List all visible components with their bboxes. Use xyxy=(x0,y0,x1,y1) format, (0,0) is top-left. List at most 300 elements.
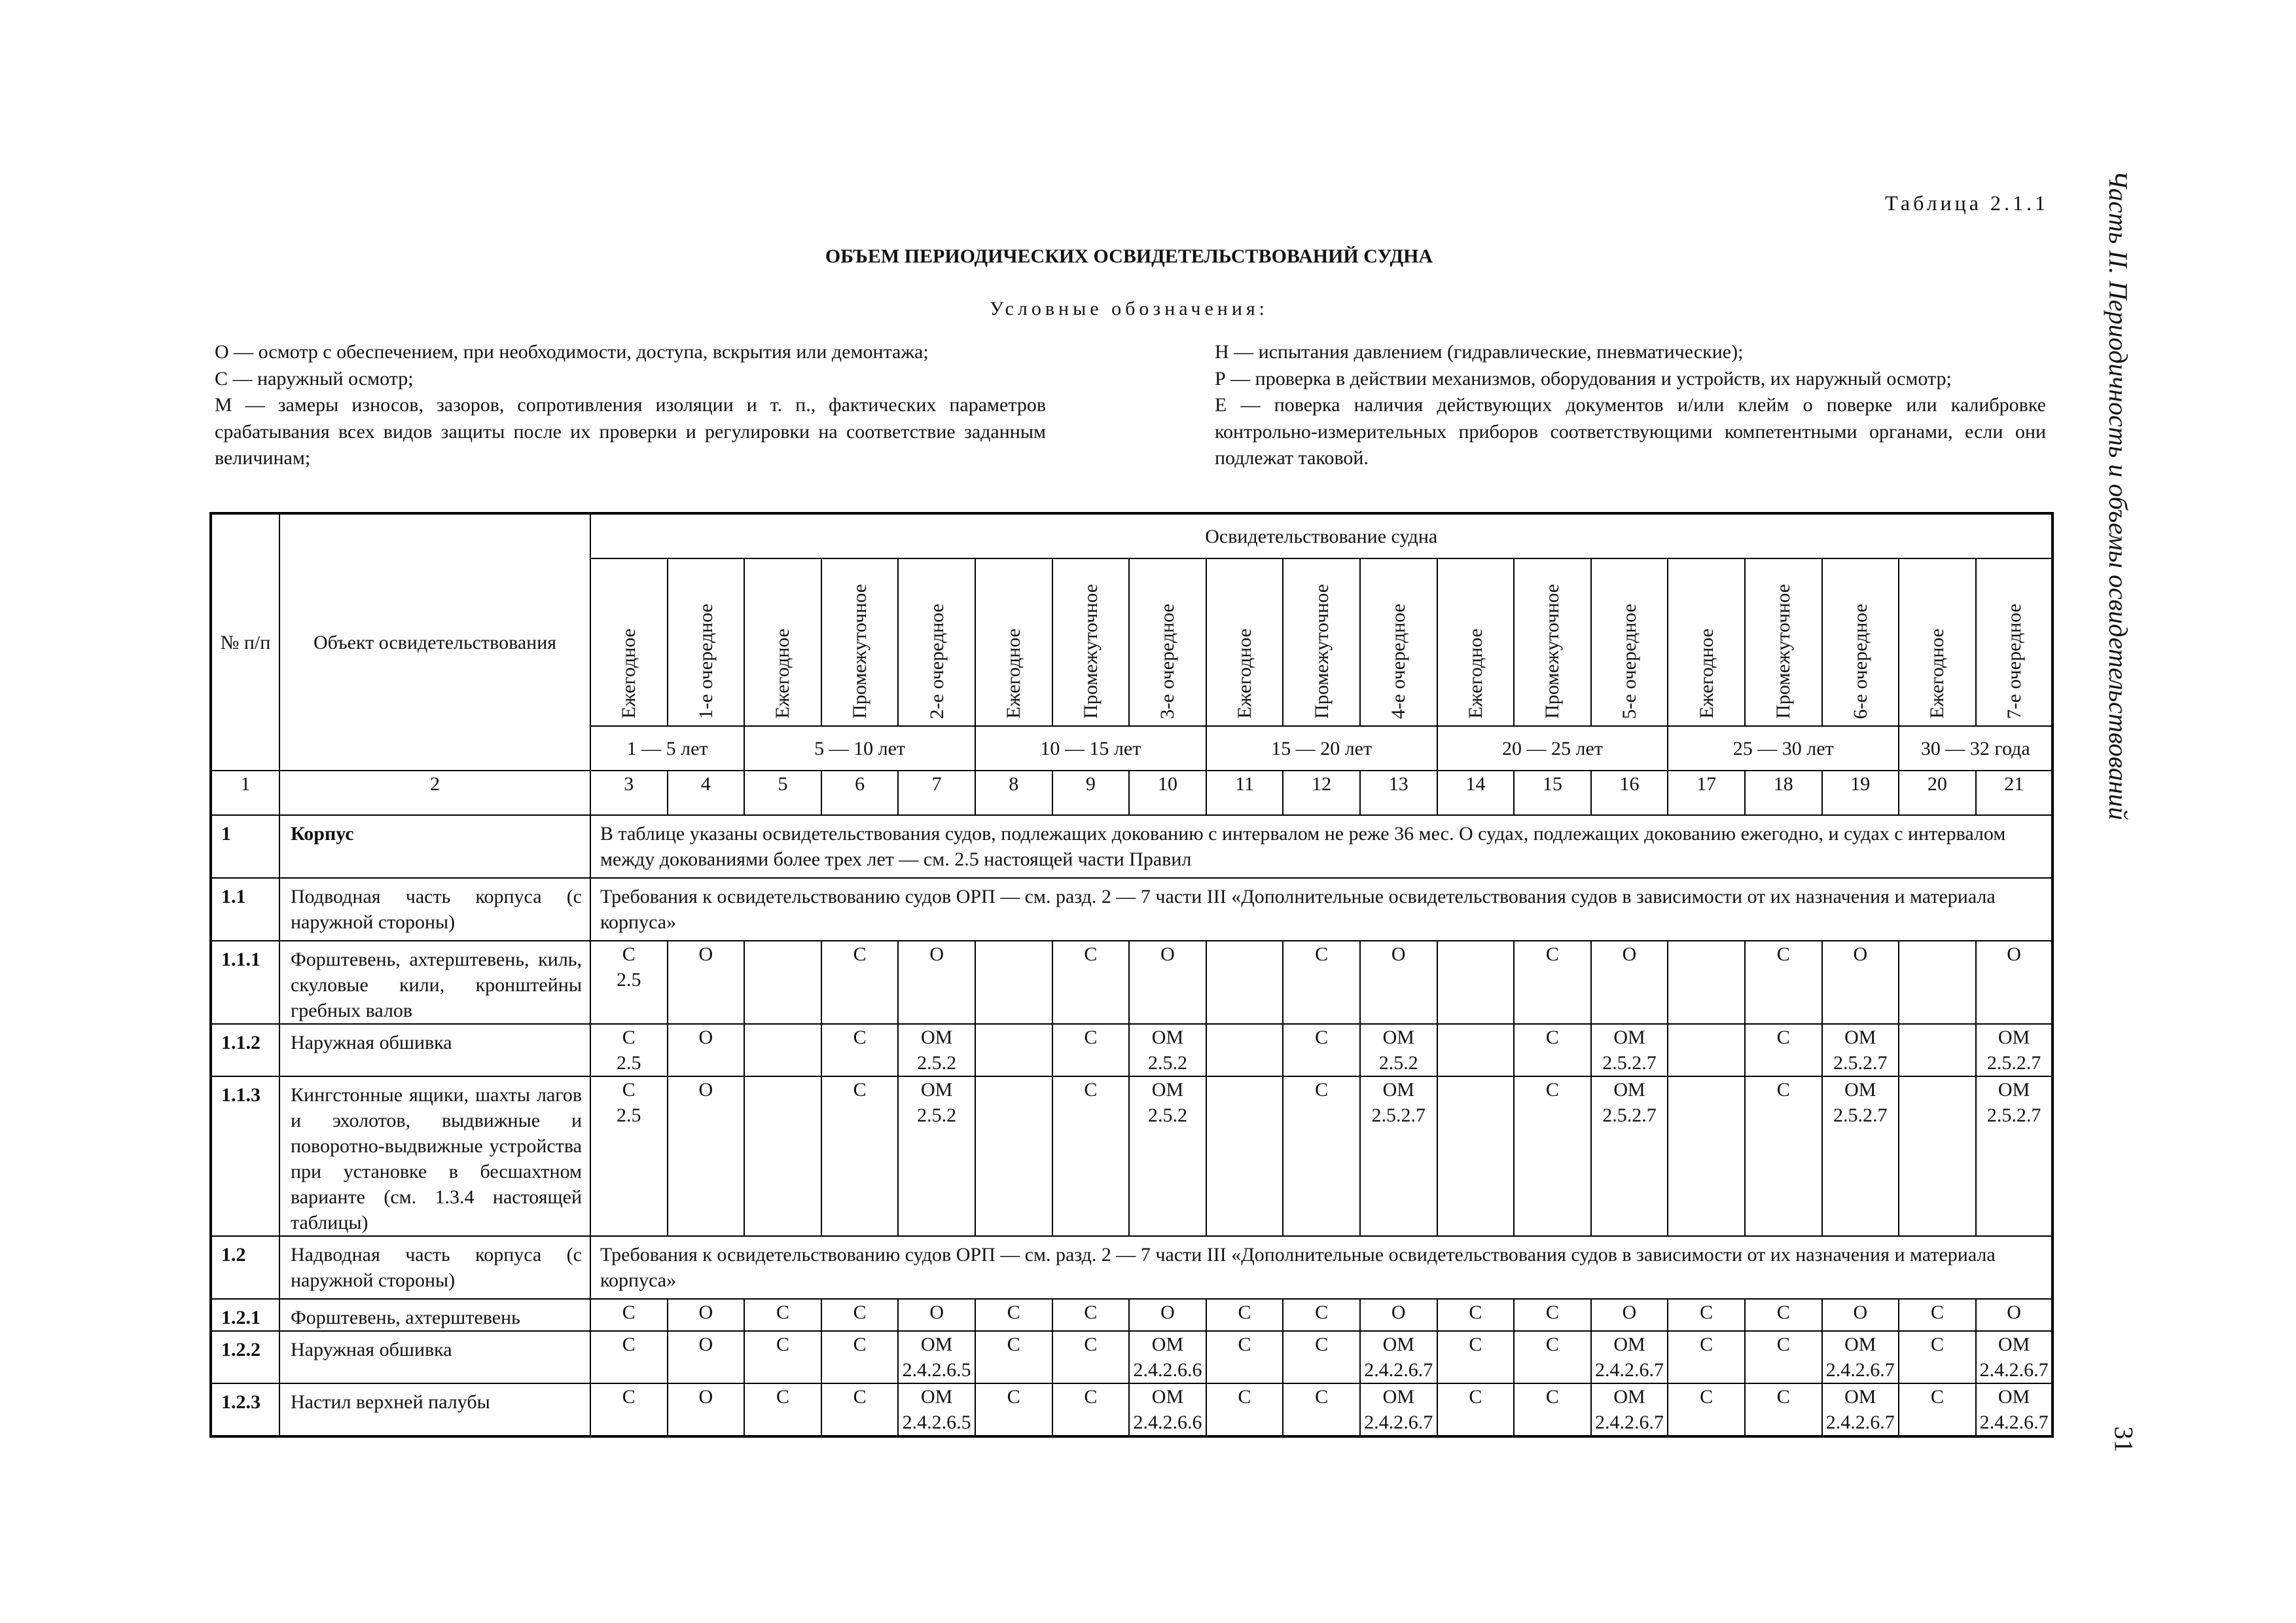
col-header-object: Объект освидетельствования xyxy=(279,513,590,771)
survey-cell xyxy=(1899,1331,1976,1383)
column-number: 18 xyxy=(1745,771,1822,815)
survey-cell xyxy=(668,1383,745,1436)
cell-line: С xyxy=(1545,1027,1559,1048)
survey-cell xyxy=(975,1024,1052,1076)
cell-line: ОМ xyxy=(1613,1386,1645,1408)
cell-line: С xyxy=(1776,1386,1790,1408)
survey-cell xyxy=(590,1383,668,1436)
cell-line: С xyxy=(1007,1302,1020,1323)
survey-cell xyxy=(821,1024,899,1076)
row-object: Форштевень, ахтерштевень xyxy=(279,1299,590,1331)
cell-line: С xyxy=(776,1302,789,1323)
survey-cell xyxy=(1360,941,1437,1024)
cell-line: С xyxy=(622,1027,636,1048)
survey-type-header xyxy=(1745,558,1822,726)
cell-line: С xyxy=(1700,1334,1713,1355)
survey-cell xyxy=(1206,1299,1283,1331)
survey-type-label: 3-е очередное xyxy=(1157,603,1179,719)
cell-line: С xyxy=(853,1027,867,1048)
survey-cell xyxy=(1129,1024,1206,1076)
survey-cell xyxy=(1822,1024,1899,1076)
cell-line: С xyxy=(1776,1334,1790,1355)
survey-cell xyxy=(668,941,745,1024)
legend-item: О — осмотр с обеспечением, при необходимости, доступа, вскрытия или демонтажа; xyxy=(215,341,929,363)
survey-cell xyxy=(1899,1024,1976,1076)
survey-cell xyxy=(1514,1383,1591,1436)
cell-line: С xyxy=(1238,1386,1251,1408)
cell-line: 2.5.2 xyxy=(1147,1052,1187,1074)
cell-line: С xyxy=(1238,1302,1251,1323)
running-header xyxy=(2101,170,2134,858)
row-number: 1.2.2 xyxy=(211,1331,279,1383)
cell-line: ОМ xyxy=(1382,1079,1414,1101)
cell-line: 2.4.2.6.6 xyxy=(1133,1412,1202,1433)
row-number: 1.1 xyxy=(211,878,279,941)
cell-line: О xyxy=(698,1302,713,1323)
survey-cell xyxy=(1668,1383,1745,1436)
cell-line: 2.5.2 xyxy=(917,1104,957,1126)
survey-cell xyxy=(590,1076,668,1236)
cell-line: 2.5 xyxy=(617,969,641,991)
cell-line: С xyxy=(1315,1027,1329,1048)
column-number: 11 xyxy=(1206,771,1283,815)
column-number: 15 xyxy=(1514,771,1591,815)
survey-cell xyxy=(668,1331,745,1383)
survey-cell xyxy=(1976,1299,2053,1331)
cell-line: О xyxy=(1391,1302,1406,1323)
table-row xyxy=(211,941,2053,1024)
cell-line: 2.5.2.7 xyxy=(1371,1104,1426,1126)
survey-type-label: 5-е очередное xyxy=(1619,603,1641,719)
survey-type-header xyxy=(1668,558,1745,726)
survey-cell xyxy=(1822,1076,1899,1236)
cell-line: С xyxy=(1545,1334,1559,1355)
cell-line: С xyxy=(622,1386,636,1408)
survey-cell xyxy=(744,1383,821,1436)
cell-line: 2.4.2.6.7 xyxy=(1364,1412,1433,1433)
cell-line: ОМ xyxy=(1844,1027,1876,1048)
survey-type-label: 6-е очередное xyxy=(1849,603,1871,719)
column-number: 8 xyxy=(975,771,1052,815)
survey-cell xyxy=(1052,941,1130,1024)
survey-type-header xyxy=(1591,558,1668,726)
cell-line: ОМ xyxy=(1151,1386,1184,1408)
survey-type-header xyxy=(1976,558,2053,726)
survey-table xyxy=(209,512,2054,1438)
cell-line: С xyxy=(776,1334,789,1355)
survey-cell xyxy=(590,1299,668,1331)
survey-cell xyxy=(1745,941,1822,1024)
survey-cell xyxy=(821,1383,899,1436)
survey-cell xyxy=(1052,1024,1130,1076)
survey-type-header xyxy=(1206,558,1283,726)
row-note: Требования к освидетельствованию судов ОРП — см. разд. 2 — 7 части III «Дополнительные освидетельствования судов в зависимости от их назначения и материала корпуса» xyxy=(590,1236,2053,1299)
survey-cell xyxy=(1899,1299,1976,1331)
survey-cell xyxy=(1668,1299,1745,1331)
cell-line: С xyxy=(1007,1334,1020,1355)
cell-line: С xyxy=(1315,1386,1329,1408)
survey-cell xyxy=(1514,1299,1591,1331)
survey-cell xyxy=(668,1076,745,1236)
cell-line: С xyxy=(1084,1079,1098,1101)
survey-cell xyxy=(1976,1024,2053,1076)
survey-type-header xyxy=(975,558,1052,726)
period-header: 5 — 10 лет xyxy=(744,726,975,771)
survey-type-header xyxy=(1437,558,1515,726)
survey-cell xyxy=(1283,1383,1360,1436)
cell-line: С xyxy=(1700,1302,1713,1323)
cell-line: 2.4.2.6.7 xyxy=(1595,1412,1664,1433)
cell-line: 2.4.2.6.7 xyxy=(1825,1412,1895,1433)
survey-cell xyxy=(1822,941,1899,1024)
column-number: 4 xyxy=(668,771,745,815)
survey-type-label: Ежегодное xyxy=(1695,629,1717,719)
survey-cell xyxy=(1591,1299,1668,1331)
row-number: 1.1.2 xyxy=(211,1024,279,1076)
survey-type-label: Ежегодное xyxy=(1464,629,1486,719)
survey-type-label: Промежуточное xyxy=(1772,584,1795,719)
survey-type-label: Ежегодное xyxy=(1926,629,1948,719)
period-header: 10 — 15 лет xyxy=(975,726,1206,771)
survey-cell xyxy=(1206,1383,1283,1436)
column-number: 21 xyxy=(1976,771,2053,815)
column-number: 1 xyxy=(211,771,279,815)
row-note: Требования к освидетельствованию судов ОРП — см. разд. 2 — 7 части III «Дополнительные освидетельствования судов в зависимости от их назначения и материала корпуса» xyxy=(590,878,2053,941)
column-number: 5 xyxy=(744,771,821,815)
row-number: 1.1.3 xyxy=(211,1076,279,1236)
cell-line: 2.5.2.7 xyxy=(1602,1052,1657,1074)
period-header: 1 — 5 лет xyxy=(590,726,744,771)
survey-cell xyxy=(1206,1024,1283,1076)
survey-cell xyxy=(1129,1076,1206,1236)
cell-line: С xyxy=(1545,1386,1559,1408)
column-number: 16 xyxy=(1591,771,1668,815)
cell-line: С xyxy=(1930,1302,1944,1323)
survey-cell xyxy=(1899,1383,1976,1436)
cell-line: О xyxy=(698,943,713,965)
survey-cell xyxy=(821,941,899,1024)
cell-line: С xyxy=(853,1334,867,1355)
survey-cell xyxy=(1591,1331,1668,1383)
cell-line: С xyxy=(1007,1386,1020,1408)
cell-line: С xyxy=(853,1302,867,1323)
survey-cell xyxy=(1437,1076,1515,1236)
survey-cell xyxy=(898,941,975,1024)
survey-type-label: Промежуточное xyxy=(1310,584,1333,719)
cell-line: С xyxy=(853,1386,867,1408)
cell-line: О xyxy=(929,1302,944,1323)
cell-line: С xyxy=(1930,1334,1944,1355)
survey-type-header xyxy=(821,558,899,726)
group-header: Освидетельствование судна xyxy=(590,513,2053,558)
cell-line: 2.5.2 xyxy=(1147,1104,1187,1126)
survey-cell xyxy=(744,1299,821,1331)
cell-line: 2.4.2.6.5 xyxy=(902,1412,971,1433)
survey-cell xyxy=(1745,1076,1822,1236)
cell-line: С xyxy=(622,1302,636,1323)
survey-cell xyxy=(821,1299,899,1331)
survey-cell xyxy=(1745,1383,1822,1436)
cell-line: О xyxy=(1391,943,1406,965)
cell-line: ОМ xyxy=(1844,1334,1876,1355)
survey-cell xyxy=(1283,1299,1360,1331)
survey-type-header xyxy=(1822,558,1899,726)
cell-line: ОМ xyxy=(1151,1027,1184,1048)
cell-line: ОМ xyxy=(921,1386,953,1408)
survey-type-header xyxy=(1129,558,1206,726)
survey-cell xyxy=(1745,1299,1822,1331)
survey-cell xyxy=(1052,1383,1130,1436)
period-header: 25 — 30 лет xyxy=(1668,726,1899,771)
survey-cell xyxy=(744,1076,821,1236)
survey-cell xyxy=(1360,1331,1437,1383)
cell-line: 2.5.2.7 xyxy=(1986,1052,2041,1074)
legend-right xyxy=(1215,339,2046,472)
cell-line: С xyxy=(1469,1302,1482,1323)
cell-line: С xyxy=(1545,1302,1559,1323)
cell-line: 2.4.2.6.7 xyxy=(1825,1359,1895,1381)
survey-type-header xyxy=(1360,558,1437,726)
running-header-text: Часть II. Периодичность и объемы освидетельствований xyxy=(2104,170,2133,820)
cell-line: С xyxy=(1469,1334,1482,1355)
cell-line: 2.4.2.6.7 xyxy=(1979,1412,2049,1433)
row-object: Настил верхней палубы xyxy=(279,1383,590,1436)
survey-type-label: Ежегодное xyxy=(618,629,640,719)
survey-type-header xyxy=(898,558,975,726)
page-title: ОБЪЕМ ПЕРИОДИЧЕСКИХ ОСВИДЕТЕЛЬСТВОВАНИЙ СУДНА xyxy=(825,246,1433,267)
survey-cell xyxy=(590,941,668,1024)
survey-cell xyxy=(1283,1331,1360,1383)
cell-line: ОМ xyxy=(1613,1079,1645,1101)
cell-line: 2.5.2.7 xyxy=(1602,1104,1657,1126)
table-row xyxy=(211,815,2053,878)
cell-line: С xyxy=(1084,1027,1098,1048)
cell-line: С xyxy=(1084,1334,1098,1355)
cell-line: С xyxy=(853,1079,867,1101)
survey-cell xyxy=(898,1299,975,1331)
cell-line: 2.5.2 xyxy=(1378,1052,1418,1074)
survey-cell xyxy=(1899,941,1976,1024)
cell-line: ОМ xyxy=(921,1079,953,1101)
cell-line: 2.4.2.6.6 xyxy=(1133,1359,1202,1381)
legend-item: Р — проверка в действии механизмов, оборудования и устройств, их наружный осмотр; xyxy=(1215,367,1952,390)
survey-cell xyxy=(744,941,821,1024)
survey-cell xyxy=(1591,1383,1668,1436)
cell-line: О xyxy=(698,1386,713,1408)
cell-line: С xyxy=(1238,1334,1251,1355)
cell-line: С xyxy=(1545,943,1559,965)
table-row xyxy=(211,1076,2053,1236)
table-row xyxy=(211,878,2053,941)
cell-line: О xyxy=(698,1334,713,1355)
period-header: 30 — 32 года xyxy=(1899,726,2053,771)
survey-cell xyxy=(1822,1383,1899,1436)
survey-cell xyxy=(1668,941,1745,1024)
column-number: 7 xyxy=(898,771,975,815)
cell-line: ОМ xyxy=(921,1334,953,1355)
cell-line: О xyxy=(1160,943,1175,965)
cell-line: С xyxy=(1315,1079,1329,1101)
survey-cell xyxy=(1822,1331,1899,1383)
cell-line: 2.5 xyxy=(617,1104,641,1126)
cell-line: ОМ xyxy=(1151,1334,1184,1355)
cell-line: 2.4.2.6.7 xyxy=(1979,1359,2049,1381)
survey-cell xyxy=(975,1383,1052,1436)
cell-line: О xyxy=(2007,943,2021,965)
survey-cell xyxy=(898,1076,975,1236)
survey-cell xyxy=(668,1299,745,1331)
survey-cell xyxy=(975,941,1052,1024)
survey-cell xyxy=(975,1299,1052,1331)
column-number: 12 xyxy=(1283,771,1360,815)
survey-cell xyxy=(821,1331,899,1383)
survey-cell xyxy=(1206,1331,1283,1383)
survey-cell xyxy=(1437,1383,1515,1436)
survey-type-header xyxy=(744,558,821,726)
legend-left xyxy=(215,339,1046,472)
cell-line: ОМ xyxy=(1844,1386,1876,1408)
cell-line: О xyxy=(1160,1302,1175,1323)
survey-cell xyxy=(1668,1024,1745,1076)
survey-cell xyxy=(1129,1299,1206,1331)
survey-cell xyxy=(590,1024,668,1076)
survey-cell xyxy=(1360,1024,1437,1076)
survey-cell xyxy=(1591,941,1668,1024)
cell-line: ОМ xyxy=(1998,1386,2030,1408)
survey-type-label: Ежегодное xyxy=(1234,629,1256,719)
survey-cell xyxy=(898,1024,975,1076)
cell-line: С xyxy=(1776,943,1790,965)
survey-cell xyxy=(898,1383,975,1436)
survey-cell xyxy=(1591,1024,1668,1076)
cell-line: 2.5 xyxy=(617,1052,641,1074)
survey-cell xyxy=(1129,1383,1206,1436)
cell-line: С xyxy=(622,1334,636,1355)
cell-line: С xyxy=(1930,1386,1944,1408)
cell-line: ОМ xyxy=(1998,1027,2030,1048)
survey-cell xyxy=(975,1331,1052,1383)
legend-item: Е — поверка наличия действующих документов и/или клейм о поверке или калибровке контрольно-измерительных приборов соответствующими компетентными органами, если они подлежат таковой. xyxy=(1215,394,2046,469)
row-number: 1.1.1 xyxy=(211,941,279,1024)
survey-cell xyxy=(1283,1024,1360,1076)
cell-line: ОМ xyxy=(1998,1079,2030,1101)
survey-cell xyxy=(1976,941,2053,1024)
table-row xyxy=(211,1299,2053,1331)
survey-cell xyxy=(1976,1331,2053,1383)
cell-line: С xyxy=(1776,1079,1790,1101)
cell-line: ОМ xyxy=(1844,1079,1876,1101)
survey-cell xyxy=(1129,1331,1206,1383)
survey-type-header xyxy=(1899,558,1976,726)
survey-cell xyxy=(1514,1076,1591,1236)
cell-line: 2.5.2 xyxy=(917,1052,957,1074)
survey-type-label: Промежуточное xyxy=(1079,584,1102,719)
survey-cell xyxy=(1514,1024,1591,1076)
cell-line: О xyxy=(698,1027,713,1048)
cell-line: О xyxy=(1853,1302,1868,1323)
column-number: 2 xyxy=(279,771,590,815)
period-header: 20 — 25 лет xyxy=(1437,726,1668,771)
cell-line: С xyxy=(853,943,867,965)
column-number: 20 xyxy=(1899,771,1976,815)
cell-line: О xyxy=(929,943,944,965)
cell-line: О xyxy=(1622,1302,1637,1323)
period-header: 15 — 20 лет xyxy=(1206,726,1437,771)
legend-item: Н — испытания давлением (гидравлические, пневматические); xyxy=(1215,341,1744,363)
cell-line: С xyxy=(1545,1079,1559,1101)
page-number: 31 xyxy=(2109,1426,2139,1453)
survey-type-label: 1-е очередное xyxy=(694,603,717,719)
cell-line: ОМ xyxy=(1998,1334,2030,1355)
legend-title: Условные обозначения: xyxy=(989,298,1269,319)
col-header-number: № п/п xyxy=(211,513,279,771)
column-number: 14 xyxy=(1437,771,1515,815)
table-row xyxy=(211,1383,2053,1436)
cell-line: С xyxy=(1084,1302,1098,1323)
table-row xyxy=(211,1236,2053,1299)
survey-cell xyxy=(975,1076,1052,1236)
survey-cell xyxy=(1976,1383,2053,1436)
cell-line: ОМ xyxy=(1382,1027,1414,1048)
survey-cell xyxy=(1052,1076,1130,1236)
column-number: 13 xyxy=(1360,771,1437,815)
survey-cell xyxy=(1360,1299,1437,1331)
column-number: 6 xyxy=(821,771,899,815)
cell-line: ОМ xyxy=(1382,1386,1414,1408)
cell-line: С xyxy=(622,1079,636,1101)
legend-item: С — наружный осмотр; xyxy=(215,367,414,390)
row-object: Кингстонные ящики, шахты лагов и эхолотов, выдвижные и поворотно-выдвижные устройства при установке в бесшахтном варианте (см. 1.3.4 настоящей таблицы) xyxy=(279,1076,590,1236)
row-note: В таблице указаны освидетельствования судов, подлежащих докованию с интервалом не реже 36 мес. О судах, подлежащих докованию ежегодно, и судах с интервалом между докованиями более трех лет — см. 2.5 настоящей части Правил xyxy=(590,815,2053,878)
cell-line: ОМ xyxy=(1613,1334,1645,1355)
cell-line: 2.4.2.6.7 xyxy=(1364,1359,1433,1381)
survey-type-header xyxy=(1514,558,1591,726)
survey-cell xyxy=(1591,1076,1668,1236)
cell-line: О xyxy=(698,1079,713,1101)
cell-line: 2.4.2.6.5 xyxy=(902,1359,971,1381)
survey-cell xyxy=(1437,1299,1515,1331)
cell-line: С xyxy=(1700,1386,1713,1408)
survey-cell xyxy=(1976,1076,2053,1236)
row-number: 1.2 xyxy=(211,1236,279,1299)
survey-cell xyxy=(1052,1331,1130,1383)
cell-line: ОМ xyxy=(1151,1079,1184,1101)
row-object: Форштевень, ахтерштевень, киль, скуловые кили, кронштейны гребных валов xyxy=(279,941,590,1024)
cell-line: 2.5.2.7 xyxy=(1833,1052,1888,1074)
survey-type-label: 2-е очередное xyxy=(925,603,948,719)
cell-line: С xyxy=(622,943,636,965)
table-row xyxy=(211,1024,2053,1076)
cell-line: С xyxy=(776,1386,789,1408)
survey-cell xyxy=(1899,1076,1976,1236)
survey-cell xyxy=(821,1076,899,1236)
survey-cell xyxy=(1822,1299,1899,1331)
survey-type-header xyxy=(668,558,745,726)
survey-cell xyxy=(1206,941,1283,1024)
survey-type-header xyxy=(1283,558,1360,726)
cell-line: О xyxy=(1622,943,1637,965)
column-number: 19 xyxy=(1822,771,1899,815)
survey-cell xyxy=(590,1331,668,1383)
survey-cell xyxy=(1283,941,1360,1024)
survey-cell xyxy=(744,1331,821,1383)
cell-line: 2.4.2.6.7 xyxy=(1595,1359,1664,1381)
survey-cell xyxy=(1668,1331,1745,1383)
survey-cell xyxy=(1514,1331,1591,1383)
cell-line: ОМ xyxy=(1613,1027,1645,1048)
survey-cell xyxy=(1745,1331,1822,1383)
row-object: Корпус xyxy=(279,815,590,878)
